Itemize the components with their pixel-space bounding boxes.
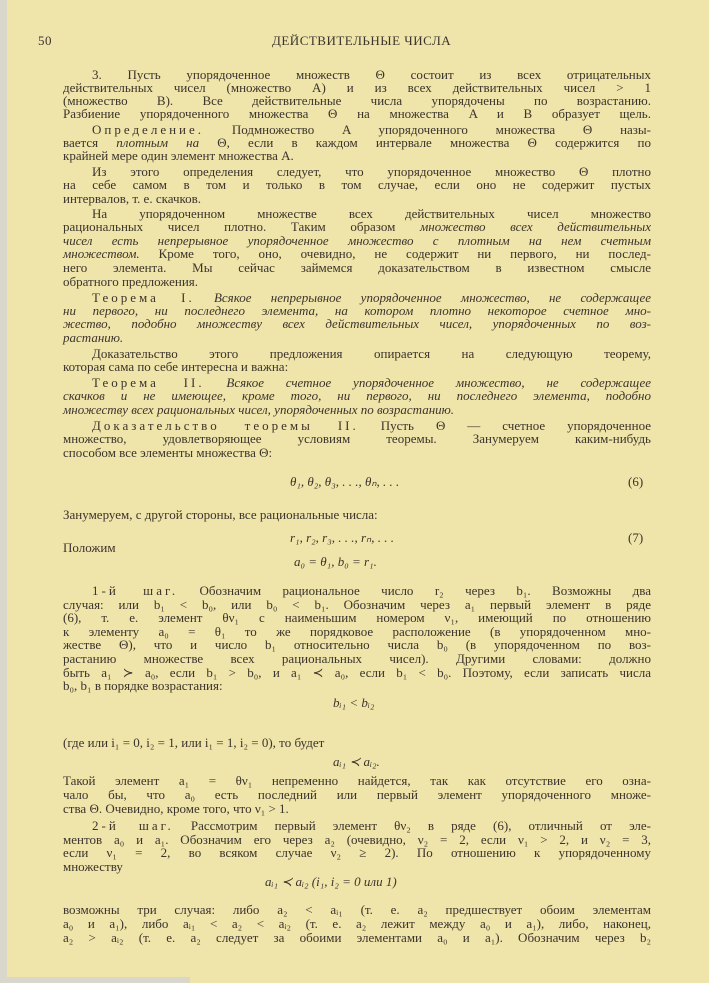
text-line: растанию.: [63, 330, 124, 345]
text-line: a₂ > aᵢ₂ (т. е. a₂ следует за обоими элементами a₀ и a₁). Обозначим через b₂: [63, 930, 651, 945]
step-label: 2-й шаг.: [92, 818, 174, 833]
text-line: На упорядоченном множестве всех действительных чисел множество: [92, 206, 651, 221]
text-line: множеству всех рациональных чисел, упорядоченных по возрастанию.: [63, 402, 455, 417]
text-line: Такой элемент a₁ = θν₁ непременно найдется, так как отсутствие его озна-: [63, 773, 651, 788]
page-number: 50: [38, 33, 52, 48]
text-line: Из этого определения следует, что упорядоченное множество Θ плотно: [92, 164, 651, 179]
text-line: жество, подобно множеству всех действительных чисел, упорядоченных по воз-: [63, 316, 651, 331]
theorem-label: Теорема II.: [92, 375, 205, 390]
formula-initial: a₀ = θ₁, b₀ = r₁.: [294, 554, 377, 569]
text-line: случая: или b₁ < b₀, или b₀ < b₁. Обозначим через a₁ первый элемент в ряде: [63, 597, 651, 612]
text-segment: множество всех действительных: [419, 219, 651, 234]
text-line: [92, 819, 651, 833]
text-segment: рациональных чисел плотно. Таким образом: [63, 219, 420, 234]
text-line: него элемента. Мы сейчас займемся доказательством в известном смысле: [63, 260, 651, 275]
text-line: на себе самом в том и только в том случае, если оно не содержит пустых: [63, 177, 651, 192]
text-segment: Пусть Θ — счетное упорядоченное: [358, 418, 651, 433]
text-line: (6), т. е. элемент θν₁ с наименьшим номером ν₁, имеющий по отношению: [63, 610, 651, 625]
text-line: жестве Θ), что и число b₁ относительно числа b₀ (в упорядоченном по воз-: [63, 637, 651, 652]
text-segment: Всякое непрерывное упорядоченное множество, не содержащее: [194, 290, 651, 305]
text-segment: Обозначим рациональное число r₂ через b₁. Возможны два: [178, 583, 651, 598]
text-line: (множество B). Все действительные числа упорядочены по возрастанию.: [63, 93, 651, 108]
text-line: Доказательство этого предложения опирается на следующую теорему,: [92, 346, 651, 361]
text-line: чисел есть непрерывное упорядоченное множество с плотным на нем счетным: [63, 233, 651, 248]
text-line: действительных чисел (множество A) и из всех действительных чисел > 1: [63, 80, 651, 95]
proof-label: Доказательство теоремы II.: [92, 418, 359, 433]
text-line: Положим: [63, 540, 116, 555]
text-line: которая сама по себе интересна и важна:: [63, 359, 289, 374]
text-line: [63, 247, 651, 261]
equation-number-7: (7): [628, 530, 644, 545]
formula-order-a2: aᵢ₁ ≺ aᵢ₂ (i₁, i₂ = 0 или 1): [265, 874, 397, 889]
text-line: чало бы, что a₀ есть последний или первый элемент упорядоченного множе-: [63, 787, 651, 802]
text-line: способом все элементы множества Θ:: [63, 445, 273, 460]
text-line: (где или i₁ = 0, i₂ = 1, или i₁ = 1, i₂ = 0), то будет: [63, 735, 325, 750]
text-line: скачков и не имеющее, кроме того, ни первого, ни последнего элемента, подобно: [63, 388, 651, 403]
text-segment: множеством.: [63, 246, 140, 261]
formula-6: θ₁, θ₂, θ₃, . . ., θₙ, . . .: [290, 474, 400, 489]
text-line: a₀ и a₁), либо aᵢ₁ < a₂ < aᵢ₂ (т. е. a₂ лежит между a₀ и a₁), либо, наконец,: [63, 916, 651, 931]
text-line: если ν₁ = 2, во всяком случае ν₂ ≥ 2). По отношению к упорядоченному: [63, 845, 651, 860]
term-italic: плотным на: [116, 135, 200, 150]
text-line: [92, 584, 651, 598]
text-line: 3. Пусть упорядоченное множеств Θ состоит из всех отрицательных: [92, 67, 651, 82]
scan-edge-bottom: [0, 977, 190, 983]
text-line: к элементу a₀ = θ₁ то же порядковое расположение (в упорядоченном мно-: [63, 624, 651, 639]
equation-number-6: (6): [628, 474, 644, 489]
definition-label: Определение.: [92, 122, 205, 137]
text-line: крайней мере один элемент множества A.: [63, 148, 294, 163]
formula-order-a: aᵢ₁ ≺ aᵢ₂.: [333, 754, 380, 769]
text-segment: Всякое счетное упорядоченное множество, не содержащее: [204, 375, 652, 390]
text-line: множество, удовлетворяющее условиям теоремы. Занумеруем каким-нибудь: [63, 431, 651, 446]
text-line: возможны три случая: либо a₂ < aᵢ₁ (т. е. a₂ предшествует обоим элементам: [63, 902, 651, 917]
theorem-label: Теорема I.: [92, 290, 195, 305]
scan-edge: [0, 0, 7, 983]
text-line: растанию множестве всех рациональных чисел). Другими словами: должно: [63, 651, 651, 666]
text-line: b₀, b₁ в порядке возрастания:: [63, 678, 223, 693]
text-line: быть a₁ ≻ a₀, если b₁ > b₀, и a₁ ≺ a₀, если b₁ < b₀. Поэтому, если записать числа: [63, 665, 651, 680]
text-line: множеству: [63, 859, 123, 874]
text-line: ства Θ. Очевидно, кроме того, что ν₁ > 1.: [63, 801, 289, 816]
text-segment: Рассмотрим первый элемент θν₂ в ряде (6), отличный от эле-: [173, 818, 652, 833]
formula-order-b: bᵢ₁ < bᵢ₂: [333, 695, 375, 710]
text-line: Разбиение упорядоченного множества Θ на множества A и B образует щель.: [63, 106, 651, 121]
text-segment: Θ, если в каждом интервале множества Θ содержится по: [199, 135, 651, 150]
step-label: 1-й шаг.: [92, 583, 179, 598]
formula-7: r₁, r₂, r₃, . . ., rₙ, . . .: [290, 530, 394, 545]
text-segment: Подмножество A упорядоченного множества Θ назы-: [204, 122, 651, 137]
text-segment: Кроме того, оно, очевидно, не содержит ни первого, ни послед-: [139, 246, 651, 261]
text-line: ментов a₀ и a₁. Обозначим его через a₂ (очевидно, ν₂ = 2, если ν₁ > 2, и ν₂ = 3,: [63, 832, 651, 847]
text-line: [63, 220, 651, 234]
text-line: ни первого, ни последнего элемента, на котором плотно некоторое счетное мно-: [63, 303, 651, 318]
running-title: ДЕЙСТВИТЕЛЬНЫЕ ЧИСЛА: [272, 33, 452, 48]
text-line: интервалов, т. е. скачков.: [63, 191, 202, 206]
text-line: обратного предложения.: [63, 274, 199, 289]
text-segment: вается: [63, 135, 117, 150]
text-line: Занумеруем, с другой стороны, все рациональные числа:: [63, 507, 378, 522]
